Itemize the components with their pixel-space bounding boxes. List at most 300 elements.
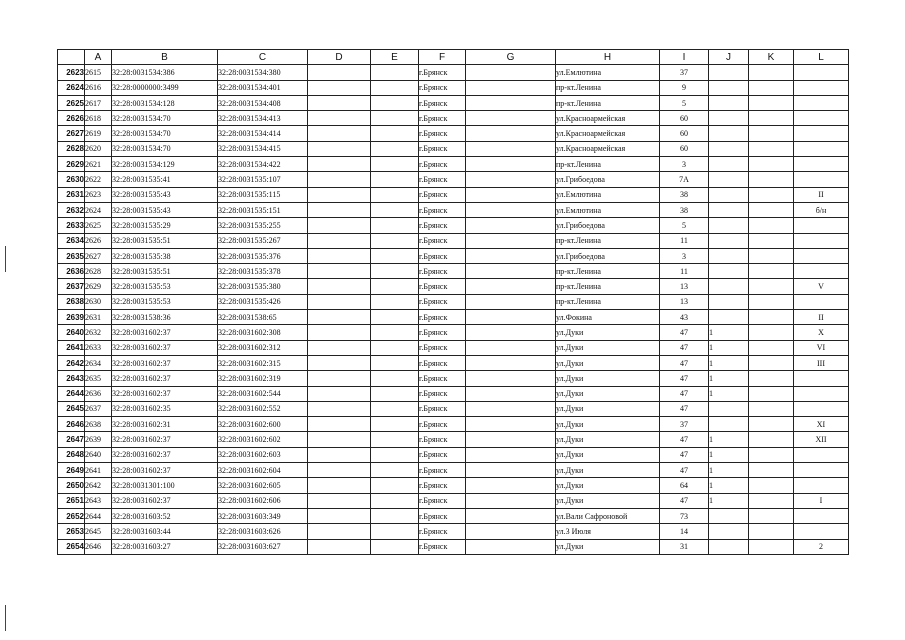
cell-h[interactable]: ул.Дуки [556, 478, 660, 493]
cell-k[interactable] [749, 172, 794, 187]
cell-i[interactable]: 7А [660, 172, 709, 187]
row-number[interactable]: 2653 [58, 524, 85, 539]
cell-e[interactable] [371, 65, 419, 80]
cell-c[interactable]: 32:28:0031602:319 [218, 371, 308, 386]
cell-i[interactable]: 11 [660, 233, 709, 248]
cell-c[interactable]: 32:28:0031602:603 [218, 447, 308, 462]
cell-b[interactable]: 32:28:0031538:36 [112, 310, 218, 325]
cell-e[interactable] [371, 386, 419, 401]
cell-i[interactable]: 37 [660, 65, 709, 80]
row-number[interactable]: 2638 [58, 294, 85, 309]
cell-k[interactable] [749, 463, 794, 478]
cell-f[interactable]: г.Брянск [419, 172, 466, 187]
cell-j[interactable] [709, 508, 749, 523]
cell-d[interactable] [308, 202, 371, 217]
cell-g[interactable] [466, 294, 556, 309]
cell-a[interactable]: 2644 [85, 508, 112, 523]
cell-c[interactable]: 32:28:0031602:604 [218, 463, 308, 478]
cell-a[interactable]: 2641 [85, 463, 112, 478]
cell-a[interactable]: 2626 [85, 233, 112, 248]
cell-f[interactable]: г.Брянск [419, 141, 466, 156]
cell-b[interactable]: 32:28:0031602:37 [112, 386, 218, 401]
cell-j[interactable] [709, 248, 749, 263]
cell-d[interactable] [308, 157, 371, 172]
cell-e[interactable] [371, 141, 419, 156]
cell-d[interactable] [308, 447, 371, 462]
cell-a[interactable]: 2616 [85, 80, 112, 95]
cell-a[interactable]: 2632 [85, 325, 112, 340]
row-number[interactable]: 2643 [58, 371, 85, 386]
row-number[interactable]: 2632 [58, 202, 85, 217]
cell-b[interactable]: 32:28:0031602:37 [112, 340, 218, 355]
cell-i[interactable]: 47 [660, 386, 709, 401]
cell-h[interactable]: пр-кт.Ленина [556, 233, 660, 248]
cell-h[interactable]: ул.3 Июля [556, 524, 660, 539]
cell-c[interactable]: 32:28:0031534:408 [218, 95, 308, 110]
cell-f[interactable]: г.Брянск [419, 478, 466, 493]
cell-e[interactable] [371, 202, 419, 217]
cell-b[interactable]: 32:28:0031603:52 [112, 508, 218, 523]
cell-c[interactable]: 32:28:0031602:605 [218, 478, 308, 493]
cell-c[interactable]: 32:28:0031534:413 [218, 111, 308, 126]
cell-c[interactable]: 32:28:0031535:115 [218, 187, 308, 202]
cell-h[interactable]: ул.Дуки [556, 386, 660, 401]
cell-b[interactable]: 32:28:0031535:38 [112, 248, 218, 263]
cell-l[interactable]: XI [794, 417, 849, 432]
cell-a[interactable]: 2617 [85, 95, 112, 110]
cell-k[interactable] [749, 508, 794, 523]
cell-d[interactable] [308, 524, 371, 539]
cell-l[interactable]: V [794, 279, 849, 294]
cell-b[interactable]: 32:28:0031535:43 [112, 202, 218, 217]
cell-a[interactable]: 2634 [85, 355, 112, 370]
cell-b[interactable]: 32:28:0031535:53 [112, 294, 218, 309]
cell-d[interactable] [308, 310, 371, 325]
cell-a[interactable]: 2640 [85, 447, 112, 462]
cell-f[interactable]: г.Брянск [419, 202, 466, 217]
cell-j[interactable] [709, 294, 749, 309]
cell-l[interactable] [794, 111, 849, 126]
column-header-l[interactable]: L [794, 50, 849, 65]
cell-k[interactable] [749, 325, 794, 340]
row-number[interactable]: 2623 [58, 65, 85, 80]
cell-c[interactable]: 32:28:0031534:401 [218, 80, 308, 95]
cell-c[interactable]: 32:28:0031602:315 [218, 355, 308, 370]
cell-i[interactable]: 5 [660, 218, 709, 233]
cell-l[interactable] [794, 157, 849, 172]
cell-a[interactable]: 2628 [85, 264, 112, 279]
cell-g[interactable] [466, 478, 556, 493]
cell-e[interactable] [371, 417, 419, 432]
row-number[interactable]: 2640 [58, 325, 85, 340]
row-number[interactable]: 2627 [58, 126, 85, 141]
cell-h[interactable]: ул.Грибоедова [556, 248, 660, 263]
cell-i[interactable]: 38 [660, 187, 709, 202]
cell-k[interactable] [749, 386, 794, 401]
cell-c[interactable]: 32:28:0031603:349 [218, 508, 308, 523]
cell-l[interactable] [794, 126, 849, 141]
cell-i[interactable]: 13 [660, 294, 709, 309]
cell-k[interactable] [749, 478, 794, 493]
cell-l[interactable] [794, 248, 849, 263]
cell-b[interactable]: 32:28:0031534:129 [112, 157, 218, 172]
cell-l[interactable] [794, 218, 849, 233]
cell-h[interactable]: ул.Фокина [556, 310, 660, 325]
cell-b[interactable]: 32:28:0031535:29 [112, 218, 218, 233]
cell-e[interactable] [371, 157, 419, 172]
cell-h[interactable]: ул.Дуки [556, 355, 660, 370]
cell-d[interactable] [308, 95, 371, 110]
cell-b[interactable]: 32:28:0031534:128 [112, 95, 218, 110]
cell-j[interactable]: 1 [709, 463, 749, 478]
cell-l[interactable] [794, 371, 849, 386]
cell-k[interactable] [749, 95, 794, 110]
cell-l[interactable] [794, 401, 849, 416]
cell-l[interactable] [794, 233, 849, 248]
cell-l[interactable] [794, 386, 849, 401]
cell-f[interactable]: г.Брянск [419, 417, 466, 432]
cell-d[interactable] [308, 294, 371, 309]
cell-f[interactable]: г.Брянск [419, 340, 466, 355]
cell-c[interactable]: 32:28:0031535:380 [218, 279, 308, 294]
cell-h[interactable]: ул.Красноармейская [556, 111, 660, 126]
row-number[interactable]: 2626 [58, 111, 85, 126]
cell-f[interactable]: г.Брянск [419, 218, 466, 233]
column-header-b[interactable]: B [112, 50, 218, 65]
cell-a[interactable]: 2642 [85, 478, 112, 493]
cell-g[interactable] [466, 80, 556, 95]
cell-k[interactable] [749, 355, 794, 370]
cell-l[interactable] [794, 264, 849, 279]
cell-e[interactable] [371, 279, 419, 294]
cell-e[interactable] [371, 493, 419, 508]
cell-b[interactable]: 32:28:0031602:37 [112, 325, 218, 340]
cell-g[interactable] [466, 463, 556, 478]
cell-e[interactable] [371, 264, 419, 279]
cell-h[interactable]: пр-кт.Ленина [556, 279, 660, 294]
cell-f[interactable]: г.Брянск [419, 463, 466, 478]
cell-d[interactable] [308, 417, 371, 432]
cell-d[interactable] [308, 386, 371, 401]
cell-c[interactable]: 32:28:0031534:380 [218, 65, 308, 80]
column-header-k[interactable]: K [749, 50, 794, 65]
cell-c[interactable]: 32:28:0031535:378 [218, 264, 308, 279]
cell-b[interactable]: 32:28:0031602:31 [112, 417, 218, 432]
cell-h[interactable]: ул.Емлютина [556, 202, 660, 217]
cell-j[interactable] [709, 524, 749, 539]
row-number[interactable]: 2644 [58, 386, 85, 401]
cell-i[interactable]: 47 [660, 401, 709, 416]
cell-f[interactable]: г.Брянск [419, 248, 466, 263]
cell-j[interactable]: 1 [709, 325, 749, 340]
cell-e[interactable] [371, 248, 419, 263]
cell-b[interactable]: 32:28:0031602:37 [112, 432, 218, 447]
cell-h[interactable]: ул.Грибоедова [556, 172, 660, 187]
cell-h[interactable]: ул.Грибоедова [556, 218, 660, 233]
cell-d[interactable] [308, 340, 371, 355]
cell-j[interactable]: 1 [709, 340, 749, 355]
column-header-j[interactable]: J [709, 50, 749, 65]
cell-k[interactable] [749, 401, 794, 416]
row-number[interactable]: 2646 [58, 417, 85, 432]
cell-g[interactable] [466, 432, 556, 447]
cell-k[interactable] [749, 248, 794, 263]
cell-f[interactable]: г.Брянск [419, 401, 466, 416]
cell-l[interactable] [794, 524, 849, 539]
cell-j[interactable] [709, 233, 749, 248]
cell-a[interactable]: 2633 [85, 340, 112, 355]
cell-c[interactable]: 32:28:0031602:552 [218, 401, 308, 416]
cell-b[interactable]: 32:28:0031534:70 [112, 126, 218, 141]
cell-j[interactable] [709, 157, 749, 172]
cell-k[interactable] [749, 264, 794, 279]
cell-g[interactable] [466, 508, 556, 523]
cell-h[interactable]: ул.Вали Сафроновой [556, 508, 660, 523]
cell-a[interactable]: 2645 [85, 524, 112, 539]
cell-e[interactable] [371, 95, 419, 110]
cell-d[interactable] [308, 539, 371, 554]
cell-k[interactable] [749, 126, 794, 141]
cell-i[interactable]: 3 [660, 157, 709, 172]
cell-i[interactable]: 5 [660, 95, 709, 110]
cell-a[interactable]: 2619 [85, 126, 112, 141]
cell-c[interactable]: 32:28:0031534:422 [218, 157, 308, 172]
cell-f[interactable]: г.Брянск [419, 126, 466, 141]
row-number[interactable]: 2651 [58, 493, 85, 508]
cell-k[interactable] [749, 371, 794, 386]
cell-a[interactable]: 2625 [85, 218, 112, 233]
cell-d[interactable] [308, 325, 371, 340]
column-header-f[interactable]: F [419, 50, 466, 65]
cell-b[interactable]: 32:28:0031602:37 [112, 463, 218, 478]
cell-h[interactable]: ул.Дуки [556, 401, 660, 416]
cell-a[interactable]: 2639 [85, 432, 112, 447]
cell-e[interactable] [371, 325, 419, 340]
cell-d[interactable] [308, 432, 371, 447]
cell-d[interactable] [308, 493, 371, 508]
cell-g[interactable] [466, 310, 556, 325]
cell-g[interactable] [466, 172, 556, 187]
cell-e[interactable] [371, 463, 419, 478]
cell-e[interactable] [371, 80, 419, 95]
cell-g[interactable] [466, 386, 556, 401]
cell-j[interactable]: 1 [709, 447, 749, 462]
cell-d[interactable] [308, 371, 371, 386]
cell-h[interactable]: пр-кт.Ленина [556, 264, 660, 279]
cell-d[interactable] [308, 233, 371, 248]
row-number[interactable]: 2649 [58, 463, 85, 478]
cell-e[interactable] [371, 340, 419, 355]
cell-g[interactable] [466, 65, 556, 80]
cell-l[interactable]: 2 [794, 539, 849, 554]
cell-e[interactable] [371, 539, 419, 554]
cell-l[interactable]: X [794, 325, 849, 340]
row-number[interactable]: 2641 [58, 340, 85, 355]
cell-f[interactable]: г.Брянск [419, 508, 466, 523]
cell-a[interactable]: 2623 [85, 187, 112, 202]
cell-j[interactable]: 1 [709, 371, 749, 386]
cell-g[interactable] [466, 401, 556, 416]
row-number[interactable]: 2630 [58, 172, 85, 187]
cell-d[interactable] [308, 218, 371, 233]
cell-i[interactable]: 47 [660, 355, 709, 370]
cell-b[interactable]: 32:28:0031602:35 [112, 401, 218, 416]
cell-g[interactable] [466, 218, 556, 233]
cell-f[interactable]: г.Брянск [419, 447, 466, 462]
cell-k[interactable] [749, 157, 794, 172]
cell-k[interactable] [749, 218, 794, 233]
cell-j[interactable]: 1 [709, 432, 749, 447]
row-number[interactable]: 2652 [58, 508, 85, 523]
cell-c[interactable]: 32:28:0031535:151 [218, 202, 308, 217]
cell-k[interactable] [749, 279, 794, 294]
cell-i[interactable]: 43 [660, 310, 709, 325]
cell-c[interactable]: 32:28:0031535:255 [218, 218, 308, 233]
cell-c[interactable]: 32:28:0031603:626 [218, 524, 308, 539]
cell-g[interactable] [466, 417, 556, 432]
row-number[interactable]: 2628 [58, 141, 85, 156]
cell-e[interactable] [371, 187, 419, 202]
cell-b[interactable]: 32:28:0031535:53 [112, 279, 218, 294]
cell-g[interactable] [466, 447, 556, 462]
cell-i[interactable]: 31 [660, 539, 709, 554]
cell-f[interactable]: г.Брянск [419, 371, 466, 386]
cell-e[interactable] [371, 310, 419, 325]
cell-c[interactable]: 32:28:0031535:376 [218, 248, 308, 263]
cell-f[interactable]: г.Брянск [419, 187, 466, 202]
cell-g[interactable] [466, 233, 556, 248]
cell-k[interactable] [749, 539, 794, 554]
cell-j[interactable] [709, 95, 749, 110]
row-number[interactable]: 2642 [58, 355, 85, 370]
cell-d[interactable] [308, 463, 371, 478]
column-header-e[interactable]: E [371, 50, 419, 65]
cell-a[interactable]: 2620 [85, 141, 112, 156]
cell-k[interactable] [749, 524, 794, 539]
column-header-c[interactable]: C [218, 50, 308, 65]
cell-c[interactable]: 32:28:0031602:602 [218, 432, 308, 447]
cell-g[interactable] [466, 524, 556, 539]
cell-g[interactable] [466, 325, 556, 340]
cell-h[interactable]: ул.Дуки [556, 417, 660, 432]
cell-i[interactable]: 13 [660, 279, 709, 294]
cell-h[interactable]: ул.Дуки [556, 447, 660, 462]
column-header-g[interactable]: G [466, 50, 556, 65]
row-number[interactable]: 2654 [58, 539, 85, 554]
cell-l[interactable]: б/н [794, 202, 849, 217]
column-header-d[interactable]: D [308, 50, 371, 65]
cell-e[interactable] [371, 233, 419, 248]
cell-a[interactable]: 2636 [85, 386, 112, 401]
cell-d[interactable] [308, 141, 371, 156]
cell-f[interactable]: г.Брянск [419, 264, 466, 279]
cell-i[interactable]: 9 [660, 80, 709, 95]
cell-e[interactable] [371, 401, 419, 416]
row-number[interactable]: 2636 [58, 264, 85, 279]
cell-h[interactable]: ул.Дуки [556, 325, 660, 340]
cell-b[interactable]: 32:28:0000000:3499 [112, 80, 218, 95]
cell-b[interactable]: 32:28:0031534:386 [112, 65, 218, 80]
cell-l[interactable]: VI [794, 340, 849, 355]
cell-h[interactable]: ул.Дуки [556, 539, 660, 554]
row-number[interactable]: 2625 [58, 95, 85, 110]
cell-i[interactable]: 60 [660, 141, 709, 156]
cell-b[interactable]: 32:28:0031535:51 [112, 264, 218, 279]
cell-i[interactable]: 47 [660, 371, 709, 386]
cell-j[interactable] [709, 80, 749, 95]
cell-l[interactable] [794, 80, 849, 95]
cell-i[interactable]: 60 [660, 126, 709, 141]
cell-l[interactable] [794, 141, 849, 156]
cell-c[interactable]: 32:28:0031602:606 [218, 493, 308, 508]
cell-k[interactable] [749, 417, 794, 432]
row-number[interactable]: 2629 [58, 157, 85, 172]
cell-a[interactable]: 2618 [85, 111, 112, 126]
cell-h[interactable]: ул.Дуки [556, 463, 660, 478]
cell-l[interactable]: I [794, 493, 849, 508]
cell-f[interactable]: г.Брянск [419, 524, 466, 539]
cell-c[interactable]: 32:28:0031534:414 [218, 126, 308, 141]
cell-b[interactable]: 32:28:0031301:100 [112, 478, 218, 493]
cell-g[interactable] [466, 157, 556, 172]
cell-j[interactable] [709, 279, 749, 294]
cell-l[interactable] [794, 294, 849, 309]
cell-i[interactable]: 11 [660, 264, 709, 279]
row-number[interactable]: 2633 [58, 218, 85, 233]
cell-h[interactable]: пр-кт.Ленина [556, 80, 660, 95]
cell-e[interactable] [371, 111, 419, 126]
cell-b[interactable]: 32:28:0031535:51 [112, 233, 218, 248]
cell-h[interactable]: ул.Красноармейская [556, 141, 660, 156]
cell-e[interactable] [371, 508, 419, 523]
cell-j[interactable]: 1 [709, 355, 749, 370]
cell-c[interactable]: 32:28:0031602:312 [218, 340, 308, 355]
cell-a[interactable]: 2624 [85, 202, 112, 217]
cell-h[interactable]: пр-кт.Ленина [556, 294, 660, 309]
cell-c[interactable]: 32:28:0031535:107 [218, 172, 308, 187]
cell-d[interactable] [308, 65, 371, 80]
cell-f[interactable]: г.Брянск [419, 294, 466, 309]
cell-k[interactable] [749, 432, 794, 447]
cell-d[interactable] [308, 187, 371, 202]
cell-l[interactable] [794, 463, 849, 478]
row-number[interactable]: 2647 [58, 432, 85, 447]
cell-l[interactable] [794, 447, 849, 462]
cell-c[interactable]: 32:28:0031535:426 [218, 294, 308, 309]
cell-f[interactable]: г.Брянск [419, 111, 466, 126]
cell-g[interactable] [466, 493, 556, 508]
cell-j[interactable] [709, 417, 749, 432]
cell-i[interactable]: 14 [660, 524, 709, 539]
cell-b[interactable]: 32:28:0031603:27 [112, 539, 218, 554]
cell-k[interactable] [749, 65, 794, 80]
cell-c[interactable]: 32:28:0031602:600 [218, 417, 308, 432]
row-number[interactable]: 2648 [58, 447, 85, 462]
cell-j[interactable] [709, 218, 749, 233]
cell-a[interactable]: 2621 [85, 157, 112, 172]
cell-b[interactable]: 32:28:0031602:37 [112, 493, 218, 508]
cell-g[interactable] [466, 141, 556, 156]
cell-k[interactable] [749, 294, 794, 309]
row-number[interactable]: 2624 [58, 80, 85, 95]
cell-d[interactable] [308, 111, 371, 126]
row-number[interactable]: 2631 [58, 187, 85, 202]
cell-d[interactable] [308, 508, 371, 523]
cell-i[interactable]: 47 [660, 463, 709, 478]
cell-i[interactable]: 64 [660, 478, 709, 493]
cell-l[interactable] [794, 478, 849, 493]
cell-j[interactable]: 1 [709, 478, 749, 493]
